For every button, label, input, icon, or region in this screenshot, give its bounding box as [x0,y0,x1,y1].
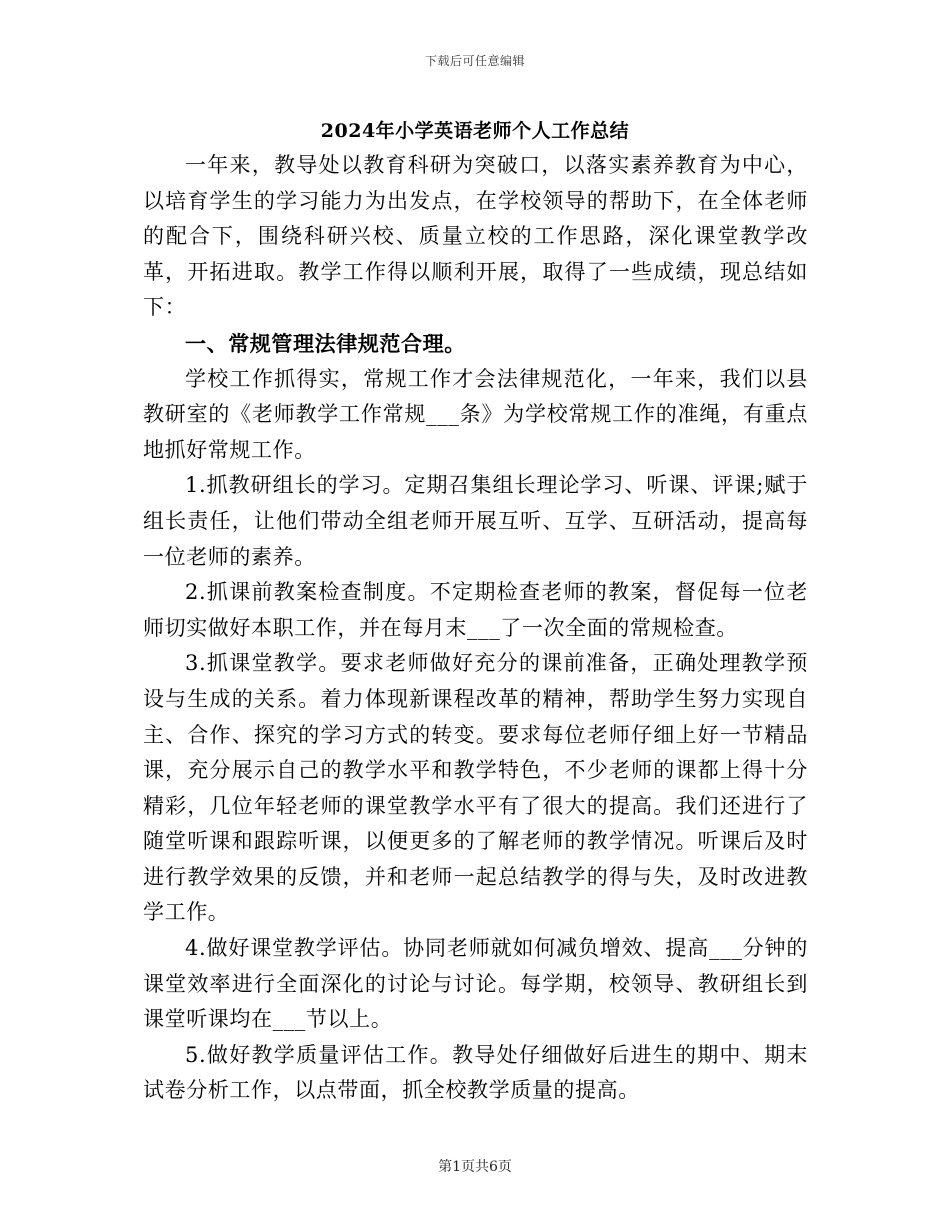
section-heading-1: 一、常规管理法律规范合理。 [185,330,466,356]
list-item-4: 4.做好课堂教学评估。协同老师就如何减负增效、提高___分钟的课堂效率进行全面深化的讨论与讨论。每学期，校领导、教研组长到课堂听课均在___节以上。 [143,936,808,1032]
paragraph-routine-work: 学校工作抓得实，常规工作才会法律规范化，一年来，我们以县教研室的《老师教学工作常规___条》为学校常规工作的准绳，有重点地抓好常规工作。 [143,366,808,462]
page-number-footer: 第1页共6页 [438,1159,512,1175]
list-item-3: 3.抓课堂教学。要求老师做好充分的课前准备，正确处理教学预设与生成的关系。着力体现新课程改革的精神，帮助学生努力实现自主、合作、探究的学习方式的转变。要求每位老师仔细上好一节精品课，充分展示自己的教学水平和教学特色，不少老师的课都上得十分精彩，几位年轻老师的课堂教学水平有了很大的提高。我们还进行了随堂听课和跟踪听课，以便更多的了解老师的教学情况。听课后及时进行教学效果的反馈，并和老师一起总结教学的得与失，及时改进教学工作。 [143,651,808,925]
paragraph-intro: 一年来，教导处以教育科研为突破口，以落实素养教育为中心，以培育学生的学习能力为出发点，在学校领导的帮助下，在全体老师的配合下，围绕科研兴校、质量立校的工作思路，深化课堂教学改革，开拓进取。教学工作得以顺利开展，取得了一些成绩，现总结如下： [143,153,808,320]
document-body [143,148,808,1109]
page-header-note: 下载后可任意编辑 [424,54,525,68]
list-item-2: 2.抓课前教案检查制度。不定期检查老师的教案，督促每一位老师切实做好本职工作，并在每月末___了一次全面的常规检查。 [143,580,808,640]
document-title: 2024年小学英语老师个人工作总结 [320,120,630,142]
list-item-1: 1.抓教研组长的学习。定期召集组长理论学习、听课、评课;赋于组长责任，让他们带动全组老师开展互听、互学、互研活动，提高每一位老师的素养。 [143,473,808,569]
list-item-5: 5.做好教学质量评估工作。教导处仔细做好后进生的期中、期末试卷分析工作，以点带面，抓全校教学质量的提高。 [143,1042,808,1103]
